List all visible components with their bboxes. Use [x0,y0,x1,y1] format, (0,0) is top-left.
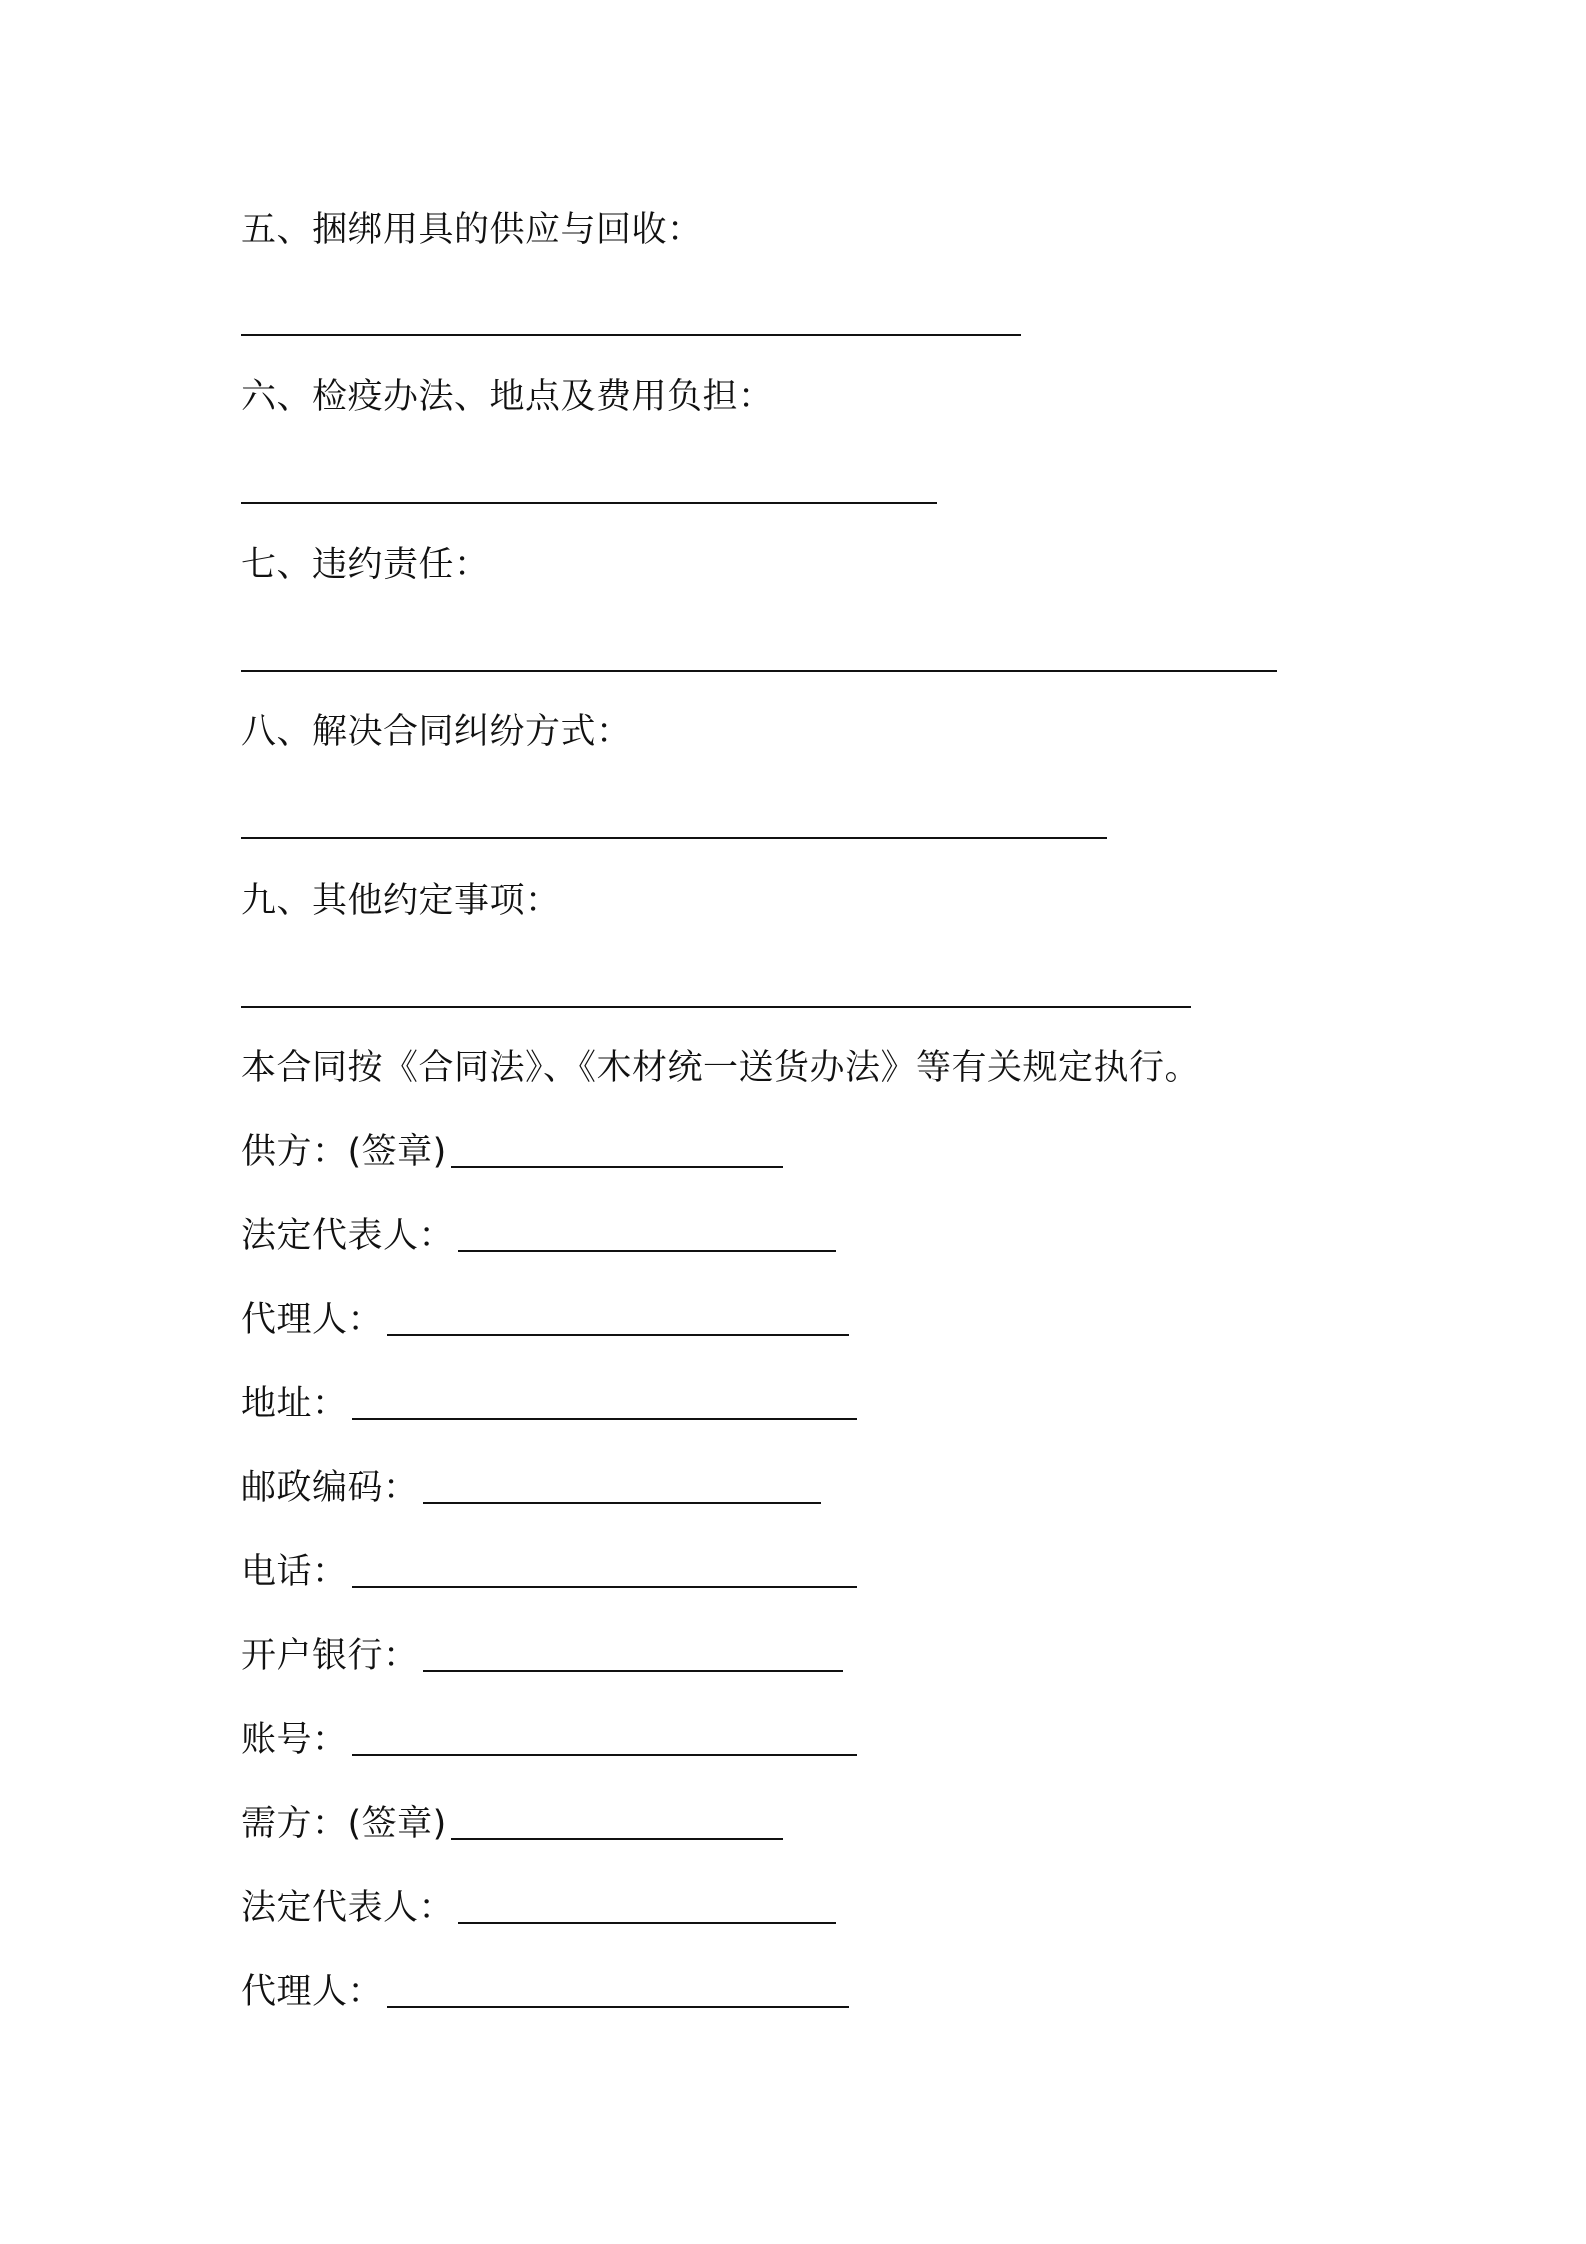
buyer-agent-label: 代理人： [241,1972,384,2012]
section-7-blank-line [241,670,1277,672]
buyer-agent-field [241,1967,849,2017]
buyer-sign-field [241,1799,783,1849]
section-5-heading: 五、捆绑用具的供应与回收： [241,210,703,250]
section-9-blank-line [241,1006,1191,1008]
buyer-legal-rep-label: 法定代表人： [241,1888,455,1928]
supplier-phone-blank [352,1586,857,1588]
supplier-legal-rep-label: 法定代表人： [241,1216,455,1256]
buyer-sign-label: 需方：(签章) [241,1804,447,1844]
supplier-postcode-field [241,1463,821,1513]
supplier-bank-field [241,1631,843,1681]
buyer-legal-rep-blank [458,1922,836,1924]
supplier-postcode-label: 邮政编码： [241,1468,419,1508]
buyer-agent-blank [387,2006,849,2008]
supplier-address-field [241,1379,857,1429]
supplier-account-blank [352,1754,857,1756]
buyer-sign-blank [451,1838,783,1840]
buyer-legal-rep-field [241,1883,836,1933]
section-9-heading: 九、其他约定事项： [241,881,561,921]
supplier-legal-rep-field [241,1211,836,1261]
supplier-address-blank [352,1418,857,1420]
section-8-blank-line [241,837,1107,839]
supplier-agent-blank [387,1334,849,1336]
section-7-heading: 七、违约责任： [241,545,490,585]
supplier-agent-field [241,1295,849,1345]
supplier-account-label: 账号： [241,1720,348,1760]
supplier-bank-label: 开户银行： [241,1636,419,1676]
section-6-blank-line [241,502,937,504]
section-6-heading: 六、检疫办法、地点及费用负担： [241,377,774,417]
supplier-sign-field [241,1127,783,1177]
supplier-bank-blank [423,1670,843,1672]
supplier-sign-blank [451,1166,783,1168]
supplier-account-field [241,1715,857,1765]
governing-law-statement: 本合同按《合同法》、《木材统一送货办法》等有关规定执行。 [241,1048,1201,1088]
supplier-agent-label: 代理人： [241,1300,384,1340]
supplier-address-label: 地址： [241,1384,348,1424]
section-8-heading: 八、解决合同纠纷方式： [241,712,632,752]
supplier-phone-field [241,1547,857,1597]
supplier-legal-rep-blank [458,1250,836,1252]
supplier-postcode-blank [423,1502,821,1504]
supplier-phone-label: 电话： [241,1552,348,1592]
supplier-sign-label: 供方：(签章) [241,1132,447,1172]
section-5-blank-line [241,334,1021,336]
